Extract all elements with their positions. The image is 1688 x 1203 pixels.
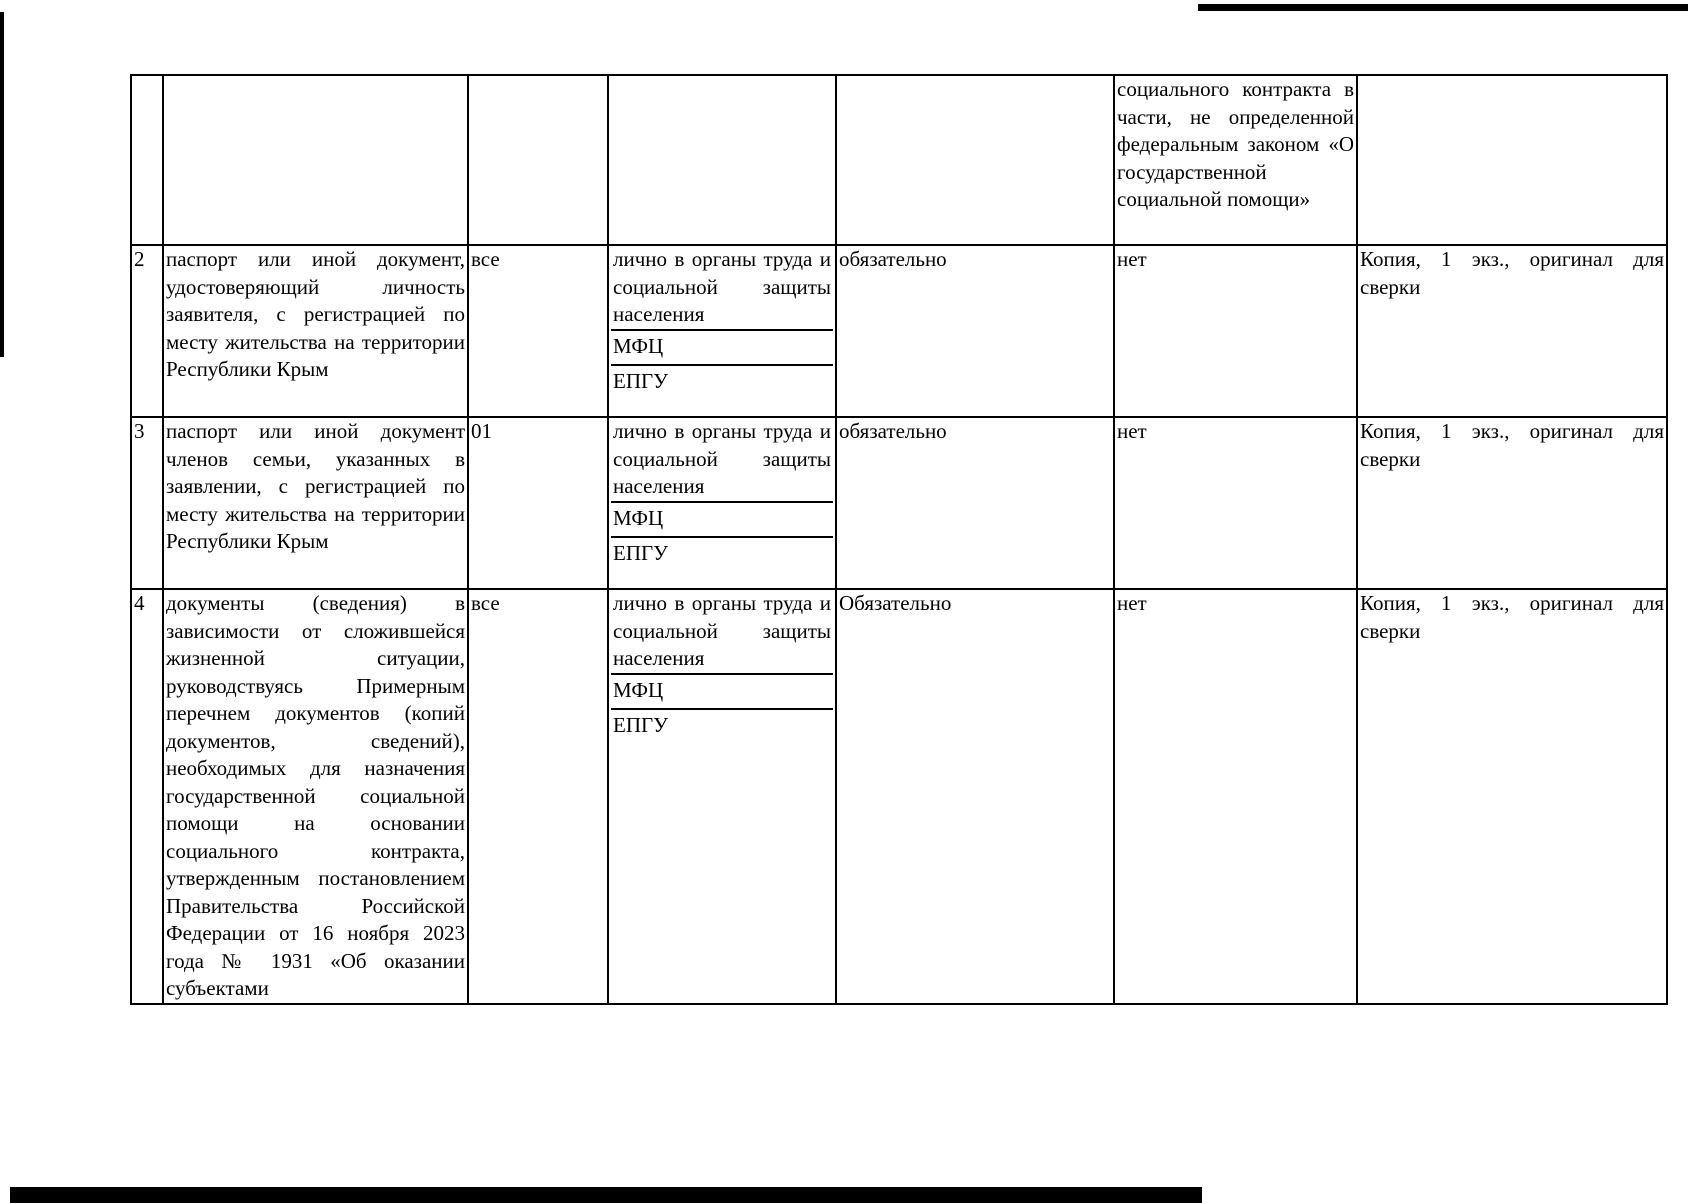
channel-mfc: МФЦ — [611, 673, 833, 709]
table-row — [131, 589, 1667, 1004]
scan-edge-left — [0, 12, 4, 357]
channel-mfc: МФЦ — [611, 501, 833, 537]
document-form: Копия, 1 экз., оригинал для сверки — [1357, 417, 1667, 589]
row-number: 2 — [131, 245, 163, 417]
requirement: обязательно — [836, 245, 1114, 417]
document-name: паспорт или иной документ членов семьи, указанных в заявлении, с регистрацией по месту жительства на территории Республики Крым — [163, 417, 468, 589]
document-name — [163, 75, 468, 245]
document-form — [1357, 75, 1667, 245]
document-name: документы (сведения) в зависимости от сложившейся жизненной ситуации, руководствуясь Примерным перечнем документов (копий документов, сведений), необходимых для назначения государственной социальной помощи на основании социального контракта, утвержденным постановлением Правительства Российской Федерации от 16 ноября 2023 года № 1931 «Об оказании субъектами — [163, 589, 468, 1004]
requirement — [836, 75, 1114, 245]
scan-edge-top — [1198, 4, 1688, 11]
documents-table — [130, 74, 1668, 1005]
document-page — [130, 74, 1666, 1067]
table-row — [131, 75, 1667, 245]
row-number — [131, 75, 163, 245]
submission-channels — [608, 75, 836, 245]
condition: нет — [1114, 589, 1357, 1004]
channel-in-person: лично в органы труда и социальной защиты населения — [613, 591, 831, 670]
scan-edge-bottom — [10, 1187, 1202, 1203]
channel-epgu: ЕПГУ — [611, 364, 833, 400]
channel-in-person: лично в органы труда и социальной защиты населения — [613, 247, 831, 326]
condition: социального контракта в части, не определенной федеральным законом «О государственной социальной помощи» — [1114, 75, 1357, 245]
condition: нет — [1114, 417, 1357, 589]
row-number: 3 — [131, 417, 163, 589]
channel-epgu: ЕПГУ — [611, 536, 833, 572]
channel-mfc: МФЦ — [611, 329, 833, 365]
submission-channels — [608, 245, 836, 417]
channel-epgu: ЕПГУ — [611, 708, 833, 744]
requirement: обязательно — [836, 417, 1114, 589]
applicant-category: все — [468, 589, 608, 1004]
requirement: Обязательно — [836, 589, 1114, 1004]
document-name: паспорт или иной документ, удостоверяющий личность заявителя, с регистрацией по месту жительства на территории Республики Крым — [163, 245, 468, 417]
condition: нет — [1114, 245, 1357, 417]
submission-channels — [608, 589, 836, 1004]
submission-channels — [608, 417, 836, 589]
applicant-category: 01 — [468, 417, 608, 589]
applicant-category — [468, 75, 608, 245]
document-form: Копия, 1 экз., оригинал для сверки — [1357, 245, 1667, 417]
table-row — [131, 417, 1667, 589]
row-number: 4 — [131, 589, 163, 1004]
table-row — [131, 245, 1667, 417]
channel-in-person: лично в органы труда и социальной защиты населения — [613, 419, 831, 498]
applicant-category: все — [468, 245, 608, 417]
document-form: Копия, 1 экз., оригинал для сверки — [1357, 589, 1667, 1004]
